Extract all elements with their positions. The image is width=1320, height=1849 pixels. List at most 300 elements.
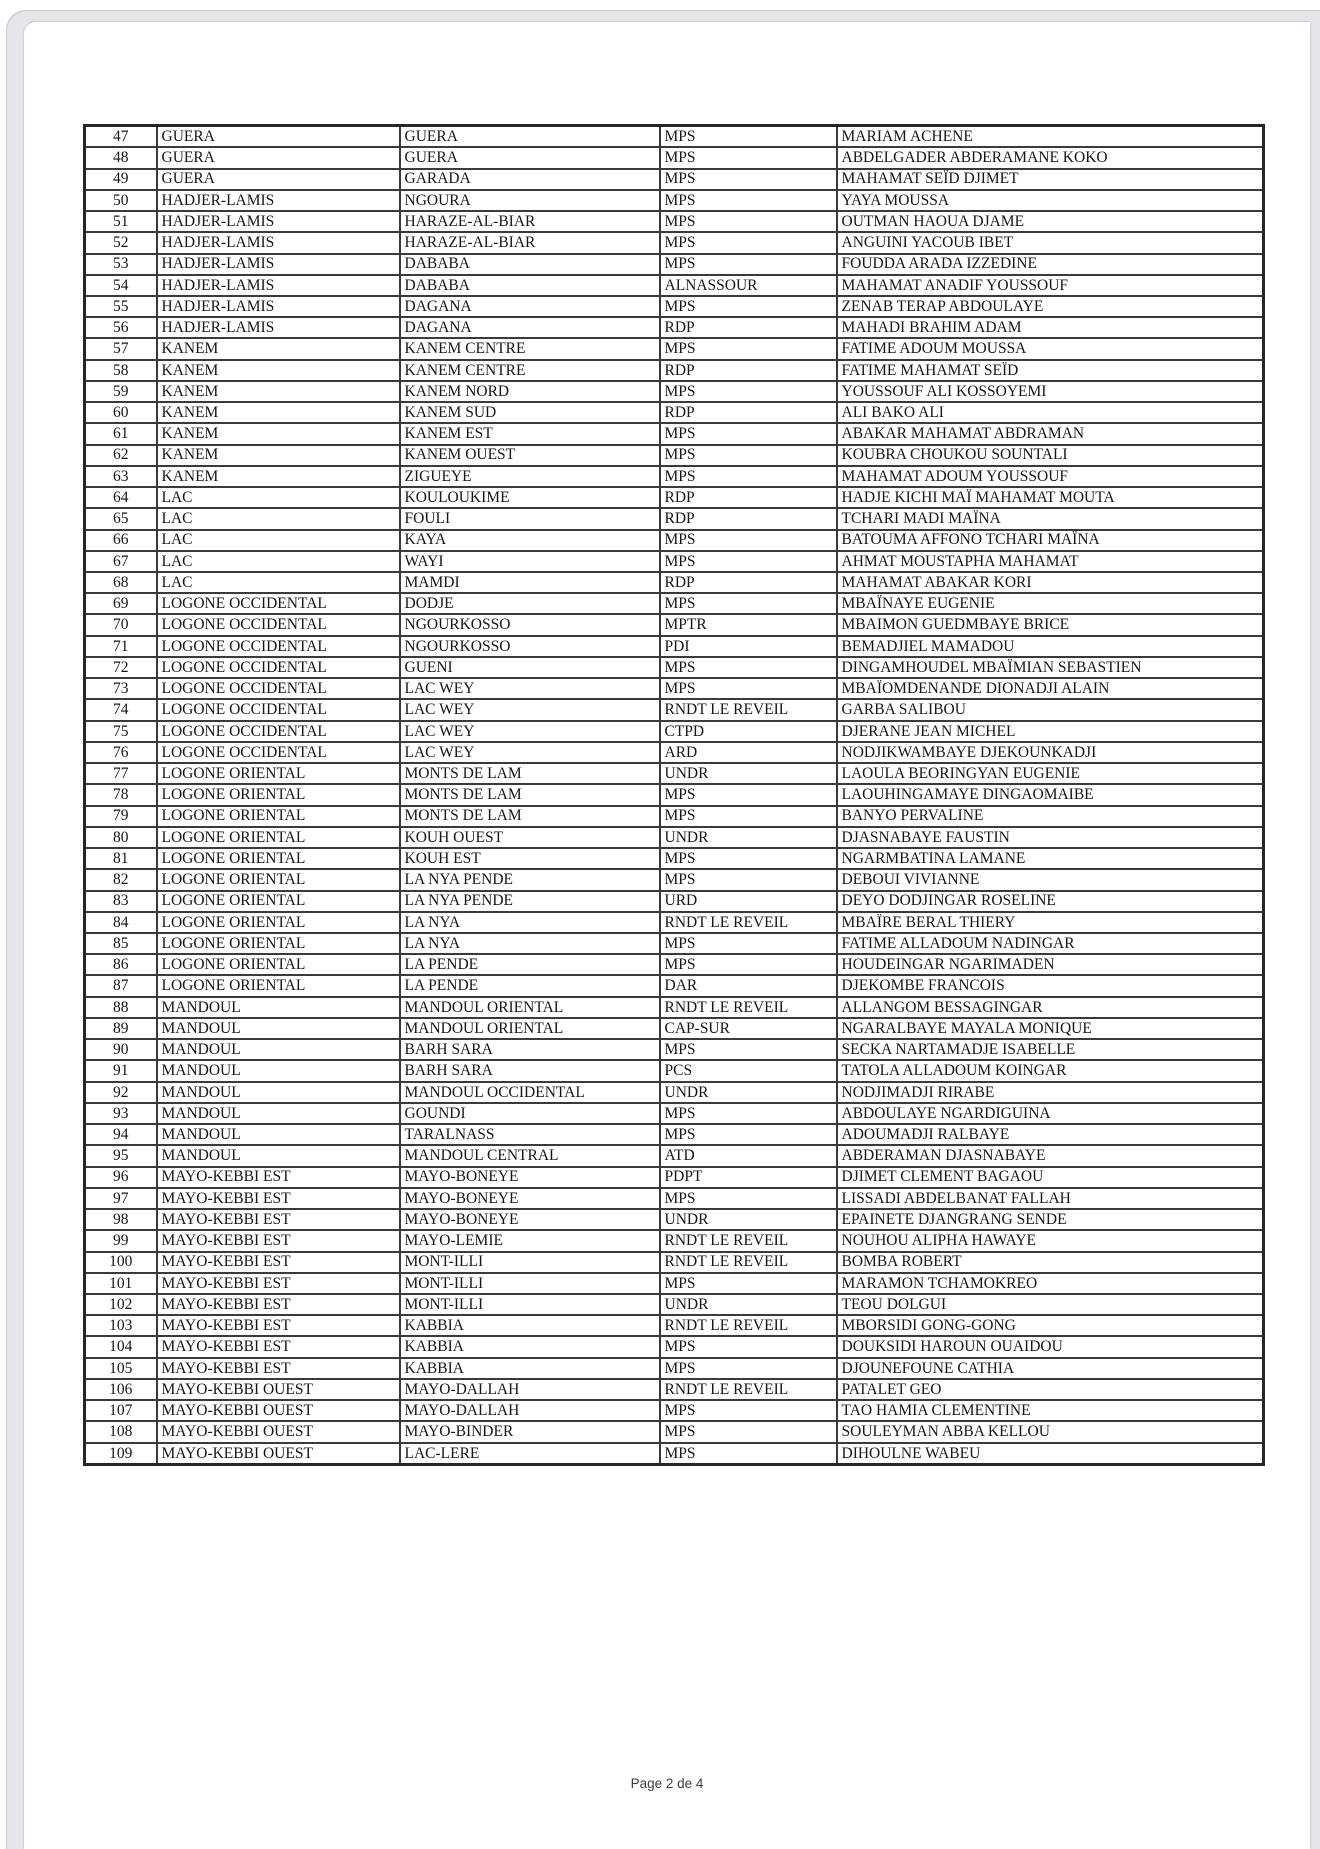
cell-number: 88 bbox=[85, 997, 157, 1018]
cell-number: 67 bbox=[85, 551, 157, 572]
table-row bbox=[85, 1336, 1264, 1357]
cell-department: KABBIA bbox=[400, 1315, 660, 1336]
cell-region: MAYO-KEBBI EST bbox=[157, 1358, 400, 1379]
cell-region: MAYO-KEBBI OUEST bbox=[157, 1421, 400, 1442]
cell-candidate: NOUHOU ALIPHA HAWAYE bbox=[837, 1230, 1264, 1251]
cell-number: 56 bbox=[85, 317, 157, 338]
cell-department: DAGANA bbox=[400, 296, 660, 317]
table-row bbox=[85, 636, 1264, 657]
cell-department: LAC WEY bbox=[400, 678, 660, 699]
cell-candidate: DINGAMHOUDEL MBAÏMIAN SEBASTIEN bbox=[837, 657, 1264, 678]
cell-number: 73 bbox=[85, 678, 157, 699]
cell-number: 105 bbox=[85, 1358, 157, 1379]
cell-candidate: NGARMBATINA LAMANE bbox=[837, 848, 1264, 869]
table-row bbox=[85, 997, 1264, 1018]
table-row bbox=[85, 487, 1264, 508]
cell-party: UNDR bbox=[660, 827, 837, 848]
cell-region: MANDOUL bbox=[157, 1060, 400, 1081]
cell-region: MAYO-KEBBI OUEST bbox=[157, 1379, 400, 1400]
cell-party: MPS bbox=[660, 1039, 837, 1060]
cell-department: NGOURKOSSO bbox=[400, 636, 660, 657]
cell-department: LAC WEY bbox=[400, 742, 660, 763]
cell-candidate: HOUDEINGAR NGARIMADEN bbox=[837, 954, 1264, 975]
cell-candidate: DJOUNEFOUNE CATHIA bbox=[837, 1358, 1264, 1379]
table-row bbox=[85, 1273, 1264, 1294]
cell-candidate: SOULEYMAN ABBA KELLOU bbox=[837, 1421, 1264, 1442]
cell-party: MPS bbox=[660, 1400, 837, 1421]
cell-party: MPS bbox=[660, 381, 837, 402]
cell-region: MANDOUL bbox=[157, 1039, 400, 1060]
cell-department: MAYO-DALLAH bbox=[400, 1400, 660, 1421]
cell-candidate: BOMBA ROBERT bbox=[837, 1252, 1264, 1273]
cell-party: URD bbox=[660, 891, 837, 912]
cell-candidate: MBAÏNAYE EUGENIE bbox=[837, 593, 1264, 614]
cell-region: MAYO-KEBBI OUEST bbox=[157, 1400, 400, 1421]
cell-region: MAYO-KEBBI EST bbox=[157, 1188, 400, 1209]
table-row bbox=[85, 360, 1264, 381]
cell-candidate: FATIME MAHAMAT SEÏD bbox=[837, 360, 1264, 381]
cell-region: LOGONE ORIENTAL bbox=[157, 912, 400, 933]
table-row bbox=[85, 848, 1264, 869]
cell-department: GARADA bbox=[400, 169, 660, 190]
cell-department: MAYO-BINDER bbox=[400, 1421, 660, 1442]
cell-candidate: BEMADJIEL MAMADOU bbox=[837, 636, 1264, 657]
cell-number: 79 bbox=[85, 806, 157, 827]
cell-department: DABABA bbox=[400, 275, 660, 296]
cell-department: KANEM CENTRE bbox=[400, 360, 660, 381]
cell-candidate: ADOUMADJI RALBAYE bbox=[837, 1124, 1264, 1145]
cell-region: GUERA bbox=[157, 147, 400, 168]
cell-party: UNDR bbox=[660, 1082, 837, 1103]
cell-candidate: NODJIKWAMBAYE DJEKOUNKADJI bbox=[837, 742, 1264, 763]
cell-number: 104 bbox=[85, 1336, 157, 1357]
cell-region: LOGONE ORIENTAL bbox=[157, 827, 400, 848]
table-row bbox=[85, 190, 1264, 211]
table-row bbox=[85, 1103, 1264, 1124]
cell-number: 62 bbox=[85, 445, 157, 466]
cell-number: 83 bbox=[85, 891, 157, 912]
cell-party: RNDT LE REVEIL bbox=[660, 699, 837, 720]
cell-region: KANEM bbox=[157, 423, 400, 444]
cell-region: MANDOUL bbox=[157, 1145, 400, 1166]
table-row bbox=[85, 1039, 1264, 1060]
cell-number: 51 bbox=[85, 211, 157, 232]
cell-candidate: DJASNABAYE FAUSTIN bbox=[837, 827, 1264, 848]
cell-department: NGOURKOSSO bbox=[400, 614, 660, 635]
cell-candidate: LAOULA BEORINGYAN EUGENIE bbox=[837, 763, 1264, 784]
cell-candidate: MBAÏRE BERAL THIERY bbox=[837, 912, 1264, 933]
cell-number: 84 bbox=[85, 912, 157, 933]
cell-department: MANDOUL ORIENTAL bbox=[400, 997, 660, 1018]
cell-number: 59 bbox=[85, 381, 157, 402]
cell-party: RDP bbox=[660, 508, 837, 529]
cell-region: LAC bbox=[157, 572, 400, 593]
cell-region: LOGONE OCCIDENTAL bbox=[157, 678, 400, 699]
cell-number: 94 bbox=[85, 1124, 157, 1145]
cell-department: LA NYA bbox=[400, 933, 660, 954]
cell-number: 86 bbox=[85, 954, 157, 975]
cell-number: 66 bbox=[85, 530, 157, 551]
table-row bbox=[85, 933, 1264, 954]
cell-department: MAYO-DALLAH bbox=[400, 1379, 660, 1400]
cell-number: 77 bbox=[85, 763, 157, 784]
cell-department: LAC-LERE bbox=[400, 1443, 660, 1465]
cell-party: MPS bbox=[660, 593, 837, 614]
cell-party: MPS bbox=[660, 530, 837, 551]
cell-candidate: DJEKOMBE FRANCOIS bbox=[837, 975, 1264, 996]
cell-department: KABBIA bbox=[400, 1336, 660, 1357]
cell-number: 106 bbox=[85, 1379, 157, 1400]
table-row bbox=[85, 975, 1264, 996]
cell-department: HARAZE-AL-BIAR bbox=[400, 211, 660, 232]
cell-department: KOUH OUEST bbox=[400, 827, 660, 848]
cell-number: 64 bbox=[85, 487, 157, 508]
table-row bbox=[85, 1400, 1264, 1421]
cell-number: 68 bbox=[85, 572, 157, 593]
table-row bbox=[85, 614, 1264, 635]
cell-region: KANEM bbox=[157, 381, 400, 402]
cell-region: GUERA bbox=[157, 126, 400, 148]
cell-party: MPS bbox=[660, 296, 837, 317]
cell-number: 75 bbox=[85, 721, 157, 742]
cell-candidate: FATIME ALLADOUM NADINGAR bbox=[837, 933, 1264, 954]
cell-number: 89 bbox=[85, 1018, 157, 1039]
cell-region: LOGONE ORIENTAL bbox=[157, 891, 400, 912]
cell-party: MPS bbox=[660, 126, 837, 148]
cell-region: MANDOUL bbox=[157, 1124, 400, 1145]
cell-candidate: MAHAMAT ABAKAR KORI bbox=[837, 572, 1264, 593]
table-row bbox=[85, 806, 1264, 827]
cell-number: 71 bbox=[85, 636, 157, 657]
cell-number: 107 bbox=[85, 1400, 157, 1421]
cell-region: LAC bbox=[157, 551, 400, 572]
cell-department: DABABA bbox=[400, 254, 660, 275]
cell-department: LA PENDE bbox=[400, 954, 660, 975]
cell-department: MONT-ILLI bbox=[400, 1252, 660, 1273]
table-row bbox=[85, 593, 1264, 614]
cell-region: HADJER-LAMIS bbox=[157, 317, 400, 338]
cell-region: LAC bbox=[157, 508, 400, 529]
cell-party: UNDR bbox=[660, 1294, 837, 1315]
cell-department: DODJE bbox=[400, 593, 660, 614]
cell-candidate: TATOLA ALLADOUM KOINGAR bbox=[837, 1060, 1264, 1081]
cell-candidate: ALLANGOM BESSAGINGAR bbox=[837, 997, 1264, 1018]
cell-region: HADJER-LAMIS bbox=[157, 232, 400, 253]
page-number: Page 2 de 4 bbox=[630, 1776, 704, 1791]
table-row bbox=[85, 147, 1264, 168]
cell-region: MANDOUL bbox=[157, 1103, 400, 1124]
cell-region: LOGONE ORIENTAL bbox=[157, 933, 400, 954]
table-row bbox=[85, 254, 1264, 275]
cell-number: 47 bbox=[85, 126, 157, 148]
table-row bbox=[85, 317, 1264, 338]
table-row bbox=[85, 1060, 1264, 1081]
cell-candidate: MBORSIDI GONG-GONG bbox=[837, 1315, 1264, 1336]
table-row bbox=[85, 551, 1264, 572]
cell-department: LA NYA PENDE bbox=[400, 869, 660, 890]
table-row bbox=[85, 1145, 1264, 1166]
cell-region: MAYO-KEBBI EST bbox=[157, 1167, 400, 1188]
table-row bbox=[85, 1167, 1264, 1188]
table-row bbox=[85, 742, 1264, 763]
cell-number: 76 bbox=[85, 742, 157, 763]
cell-candidate: TAO HAMIA CLEMENTINE bbox=[837, 1400, 1264, 1421]
cell-candidate: DJIMET CLEMENT BAGAOU bbox=[837, 1167, 1264, 1188]
cell-number: 108 bbox=[85, 1421, 157, 1442]
cell-number: 109 bbox=[85, 1443, 157, 1465]
cell-party: PDPT bbox=[660, 1167, 837, 1188]
cell-department: GUERA bbox=[400, 126, 660, 148]
cell-number: 72 bbox=[85, 657, 157, 678]
cell-region: KANEM bbox=[157, 338, 400, 359]
cell-region: LOGONE OCCIDENTAL bbox=[157, 699, 400, 720]
table-row bbox=[85, 912, 1264, 933]
table-row bbox=[85, 657, 1264, 678]
cell-candidate: FOUDDA ARADA IZZEDINE bbox=[837, 254, 1264, 275]
cell-region: LOGONE ORIENTAL bbox=[157, 848, 400, 869]
cell-number: 92 bbox=[85, 1082, 157, 1103]
cell-department: MANDOUL CENTRAL bbox=[400, 1145, 660, 1166]
cell-department: MANDOUL ORIENTAL bbox=[400, 1018, 660, 1039]
cell-department: LA NYA PENDE bbox=[400, 891, 660, 912]
cell-department: MONTS DE LAM bbox=[400, 784, 660, 805]
table-row bbox=[85, 402, 1264, 423]
cell-party: RNDT LE REVEIL bbox=[660, 1315, 837, 1336]
table-row bbox=[85, 1209, 1264, 1230]
cell-number: 80 bbox=[85, 827, 157, 848]
cell-region: MAYO-KEBBI EST bbox=[157, 1294, 400, 1315]
cell-party: MPS bbox=[660, 254, 837, 275]
cell-department: WAYI bbox=[400, 551, 660, 572]
cell-number: 74 bbox=[85, 699, 157, 720]
table-row bbox=[85, 699, 1264, 720]
cell-department: KABBIA bbox=[400, 1358, 660, 1379]
cell-party: PCS bbox=[660, 1060, 837, 1081]
cell-party: MPS bbox=[660, 869, 837, 890]
cell-number: 102 bbox=[85, 1294, 157, 1315]
table-row bbox=[85, 721, 1264, 742]
table-row bbox=[85, 1294, 1264, 1315]
cell-department: KAYA bbox=[400, 530, 660, 551]
table-row bbox=[85, 232, 1264, 253]
cell-candidate: ABAKAR MAHAMAT ABDRAMAN bbox=[837, 423, 1264, 444]
cell-region: LOGONE OCCIDENTAL bbox=[157, 721, 400, 742]
cell-candidate: ANGUINI YACOUB IBET bbox=[837, 232, 1264, 253]
cell-department: KOULOUKIME bbox=[400, 487, 660, 508]
cell-party: CTPD bbox=[660, 721, 837, 742]
cell-party: MPS bbox=[660, 1103, 837, 1124]
cell-party: MPS bbox=[660, 1358, 837, 1379]
cell-department: FOULI bbox=[400, 508, 660, 529]
cell-candidate: LISSADI ABDELBANAT FALLAH bbox=[837, 1188, 1264, 1209]
cell-department: MAYO-BONEYE bbox=[400, 1188, 660, 1209]
cell-department: MAYO-LEMIE bbox=[400, 1230, 660, 1251]
cell-candidate: KOUBRA CHOUKOU SOUNTALI bbox=[837, 445, 1264, 466]
cell-candidate: DEYO DODJINGAR ROSELINE bbox=[837, 891, 1264, 912]
cell-department: GUERA bbox=[400, 147, 660, 168]
cell-candidate: SECKA NARTAMADJE ISABELLE bbox=[837, 1039, 1264, 1060]
table-row bbox=[85, 1188, 1264, 1209]
cell-number: 91 bbox=[85, 1060, 157, 1081]
cell-party: MPS bbox=[660, 657, 837, 678]
cell-number: 52 bbox=[85, 232, 157, 253]
table-row bbox=[85, 1421, 1264, 1442]
table-row bbox=[85, 508, 1264, 529]
cell-candidate: DJERANE JEAN MICHEL bbox=[837, 721, 1264, 742]
cell-party: MPS bbox=[660, 678, 837, 699]
cell-region: MAYO-KEBBI EST bbox=[157, 1273, 400, 1294]
cell-party: ATD bbox=[660, 1145, 837, 1166]
cell-department: HARAZE-AL-BIAR bbox=[400, 232, 660, 253]
cell-department: MANDOUL OCCIDENTAL bbox=[400, 1082, 660, 1103]
cell-candidate: ABDERAMAN DJASNABAYE bbox=[837, 1145, 1264, 1166]
cell-region: MANDOUL bbox=[157, 997, 400, 1018]
cell-region: MAYO-KEBBI EST bbox=[157, 1230, 400, 1251]
cell-department: LAC WEY bbox=[400, 699, 660, 720]
cell-candidate: ABDOULAYE NGARDIGUINA bbox=[837, 1103, 1264, 1124]
cell-region: LOGONE OCCIDENTAL bbox=[157, 657, 400, 678]
cell-party: MPS bbox=[660, 147, 837, 168]
cell-party: MPS bbox=[660, 423, 837, 444]
cell-department: GOUNDI bbox=[400, 1103, 660, 1124]
cell-party: DAR bbox=[660, 975, 837, 996]
cell-region: MAYO-KEBBI EST bbox=[157, 1252, 400, 1273]
cell-department: GUENI bbox=[400, 657, 660, 678]
table-row bbox=[85, 869, 1264, 890]
table-row bbox=[85, 423, 1264, 444]
cell-candidate: MARAMON TCHAMOKREO bbox=[837, 1273, 1264, 1294]
table-row bbox=[85, 827, 1264, 848]
cell-region: LOGONE ORIENTAL bbox=[157, 869, 400, 890]
cell-party: MPS bbox=[660, 1443, 837, 1465]
cell-department: MONT-ILLI bbox=[400, 1273, 660, 1294]
cell-number: 82 bbox=[85, 869, 157, 890]
cell-number: 49 bbox=[85, 169, 157, 190]
cell-party: RDP bbox=[660, 360, 837, 381]
cell-candidate: AHMAT MOUSTAPHA MAHAMAT bbox=[837, 551, 1264, 572]
cell-candidate: DOUKSIDI HAROUN OUAIDOU bbox=[837, 1336, 1264, 1357]
cell-number: 55 bbox=[85, 296, 157, 317]
cell-candidate: YOUSSOUF ALI KOSSOYEMI bbox=[837, 381, 1264, 402]
table-row bbox=[85, 891, 1264, 912]
cell-number: 70 bbox=[85, 614, 157, 635]
cell-party: RNDT LE REVEIL bbox=[660, 1230, 837, 1251]
cell-party: UNDR bbox=[660, 763, 837, 784]
cell-number: 97 bbox=[85, 1188, 157, 1209]
cell-candidate: MAHAMAT ADOUM YOUSSOUF bbox=[837, 466, 1264, 487]
cell-party: MPS bbox=[660, 466, 837, 487]
table-row bbox=[85, 1315, 1264, 1336]
cell-candidate: MAHADI BRAHIM ADAM bbox=[837, 317, 1264, 338]
cell-region: HADJER-LAMIS bbox=[157, 275, 400, 296]
table-row bbox=[85, 530, 1264, 551]
cell-number: 65 bbox=[85, 508, 157, 529]
cell-region: LOGONE OCCIDENTAL bbox=[157, 614, 400, 635]
table-row bbox=[85, 1252, 1264, 1273]
cell-candidate: TEOU DOLGUI bbox=[837, 1294, 1264, 1315]
cell-department: ZIGUEYE bbox=[400, 466, 660, 487]
cell-region: LOGONE OCCIDENTAL bbox=[157, 742, 400, 763]
cell-region: LOGONE OCCIDENTAL bbox=[157, 593, 400, 614]
cell-party: MPS bbox=[660, 784, 837, 805]
cell-candidate: MBAIMON GUEDMBAYE BRICE bbox=[837, 614, 1264, 635]
cell-department: LA PENDE bbox=[400, 975, 660, 996]
cell-region: MAYO-KEBBI EST bbox=[157, 1336, 400, 1357]
results-table bbox=[83, 124, 1265, 1466]
table-row bbox=[85, 1443, 1264, 1465]
cell-party: MPS bbox=[660, 954, 837, 975]
table-row bbox=[85, 296, 1264, 317]
cell-party: MPS bbox=[660, 190, 837, 211]
cell-region: HADJER-LAMIS bbox=[157, 254, 400, 275]
cell-department: LA NYA bbox=[400, 912, 660, 933]
cell-party: RDP bbox=[660, 487, 837, 508]
cell-department: KANEM CENTRE bbox=[400, 338, 660, 359]
cell-region: KANEM bbox=[157, 402, 400, 423]
cell-number: 95 bbox=[85, 1145, 157, 1166]
cell-region: HADJER-LAMIS bbox=[157, 296, 400, 317]
table-row bbox=[85, 126, 1264, 148]
cell-party: RDP bbox=[660, 402, 837, 423]
cell-region: LOGONE ORIENTAL bbox=[157, 784, 400, 805]
cell-department: LAC WEY bbox=[400, 721, 660, 742]
cell-party: MPTR bbox=[660, 614, 837, 635]
cell-number: 63 bbox=[85, 466, 157, 487]
cell-department: DAGANA bbox=[400, 317, 660, 338]
cell-candidate: EPAINETE DJANGRANG SENDE bbox=[837, 1209, 1264, 1230]
cell-region: LOGONE ORIENTAL bbox=[157, 763, 400, 784]
cell-department: MONT-ILLI bbox=[400, 1294, 660, 1315]
cell-party: ALNASSOUR bbox=[660, 275, 837, 296]
table-row bbox=[85, 763, 1264, 784]
cell-region: LAC bbox=[157, 530, 400, 551]
cell-candidate: FATIME ADOUM MOUSSA bbox=[837, 338, 1264, 359]
cell-department: BARH SARA bbox=[400, 1060, 660, 1081]
table-row bbox=[85, 678, 1264, 699]
cell-department: KOUH EST bbox=[400, 848, 660, 869]
cell-department: MAYO-BONEYE bbox=[400, 1167, 660, 1188]
cell-department: MONTS DE LAM bbox=[400, 806, 660, 827]
cell-party: MPS bbox=[660, 1336, 837, 1357]
cell-region: KANEM bbox=[157, 360, 400, 381]
cell-region: KANEM bbox=[157, 445, 400, 466]
cell-candidate: HADJE KICHI MAÏ MAHAMAT MOUTA bbox=[837, 487, 1264, 508]
table-row bbox=[85, 1018, 1264, 1039]
cell-candidate: PATALET GEO bbox=[837, 1379, 1264, 1400]
cell-number: 96 bbox=[85, 1167, 157, 1188]
cell-party: RNDT LE REVEIL bbox=[660, 997, 837, 1018]
cell-party: RNDT LE REVEIL bbox=[660, 1252, 837, 1273]
cell-number: 69 bbox=[85, 593, 157, 614]
cell-candidate: NODJIMADJI RIRABE bbox=[837, 1082, 1264, 1103]
cell-party: RDP bbox=[660, 317, 837, 338]
cell-candidate: GARBA SALIBOU bbox=[837, 699, 1264, 720]
cell-party: PDI bbox=[660, 636, 837, 657]
cell-candidate: DEBOUI VIVIANNE bbox=[837, 869, 1264, 890]
cell-number: 101 bbox=[85, 1273, 157, 1294]
cell-department: KANEM NORD bbox=[400, 381, 660, 402]
cell-candidate: MAHAMAT ANADIF YOUSSOUF bbox=[837, 275, 1264, 296]
cell-number: 90 bbox=[85, 1039, 157, 1060]
cell-party: UNDR bbox=[660, 1209, 837, 1230]
cell-number: 98 bbox=[85, 1209, 157, 1230]
cell-party: ARD bbox=[660, 742, 837, 763]
cell-number: 58 bbox=[85, 360, 157, 381]
cell-region: LOGONE ORIENTAL bbox=[157, 954, 400, 975]
cell-party: CAP-SUR bbox=[660, 1018, 837, 1039]
cell-region: MANDOUL bbox=[157, 1082, 400, 1103]
cell-number: 54 bbox=[85, 275, 157, 296]
